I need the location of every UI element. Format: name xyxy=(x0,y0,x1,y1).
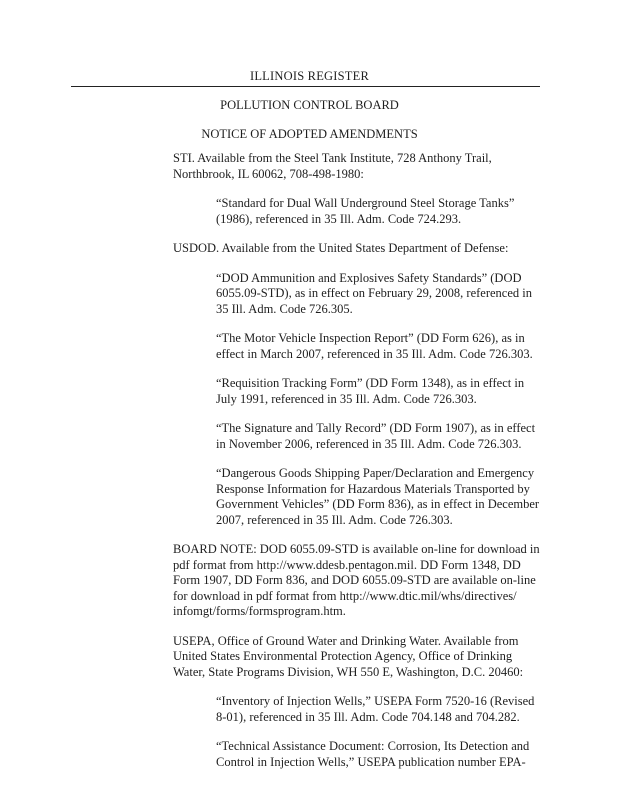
usdod-entry: USDOD. Available from the United States Department of Defense: xyxy=(173,241,509,255)
usepa-entry: USEPA, Office of Ground Water and Drinking Water. Available from United States Environmental Protection Agency, Office of Drinking Water, State Programs Division, WH 550 E, Washington, D.C. 20460: xyxy=(173,633,524,679)
register-header: ILLINOIS REGISTER xyxy=(249,69,369,83)
usepa-form-citation: “Inventory of Injection Wells,” USEPA Form 7520-16 (Revised 8-01), referenced in 35 Ill. Adm. Code 704.148 and 704.282. xyxy=(216,694,535,724)
dod-safety-standards-citation: “DOD Ammunition and Explosives Safety Standards” (DOD 6055.09-STD), as in effect on February 29, 2008, referenced in 35 Ill. Adm. Code 726.305. xyxy=(216,270,532,316)
sti-standard-citation: “Standard for Dual Wall Underground Steel Storage Tanks” (1986), referenced in 35 Ill. Adm. Code 724.293. xyxy=(216,196,515,226)
board-note: BOARD NOTE: DOD 6055.09-STD is available on-line for download in pdf format from http://www.ddesb.pentagon.mil. DD Form 1348, DD Form 1907, DD Form 836, and DOD 6055.09-STD are available on-line for download in pdf format from http://www.dtic.mil/whs/directives/ infomgt/forms/formsprogram.htm. xyxy=(173,542,540,618)
document-body xyxy=(173,151,545,784)
sti-entry: STI. Available from the Steel Tank Institute, 728 Anthony Trail, Northbrook, IL 60062, 708-498-1980: xyxy=(173,151,492,181)
dd-form-626-citation: “The Motor Vehicle Inspection Report” (DD Form 626), as in effect in March 2007, referenced in 35 Ill. Adm. Code 726.303. xyxy=(216,331,533,361)
technical-assistance-citation: “Technical Assistance Document: Corrosion, Its Detection and Control in Injection Wells,” USEPA publication number EPA- xyxy=(216,739,530,769)
notice-title: NOTICE OF ADOPTED AMENDMENTS xyxy=(201,127,418,141)
dd-form-836-citation: “Dangerous Goods Shipping Paper/Declaration and Emergency Response Information for Hazardous Materials Transported by Government Vehicles” (DD Form 836), as in effect in December 2007, referenced in 35 Ill. Adm. Code 726.303. xyxy=(216,466,540,527)
header-rule xyxy=(71,86,540,87)
board-title: POLLUTION CONTROL BOARD xyxy=(220,98,399,112)
dd-form-1348-citation: “Requisition Tracking Form” (DD Form 1348), as in effect in July 1991, referenced in 35 Ill. Adm. Code 726.303. xyxy=(216,376,525,406)
dd-form-1907-citation: “The Signature and Tally Record” (DD Form 1907), as in effect in November 2006, referenced in 35 Ill. Adm. Code 726.303. xyxy=(216,421,536,451)
